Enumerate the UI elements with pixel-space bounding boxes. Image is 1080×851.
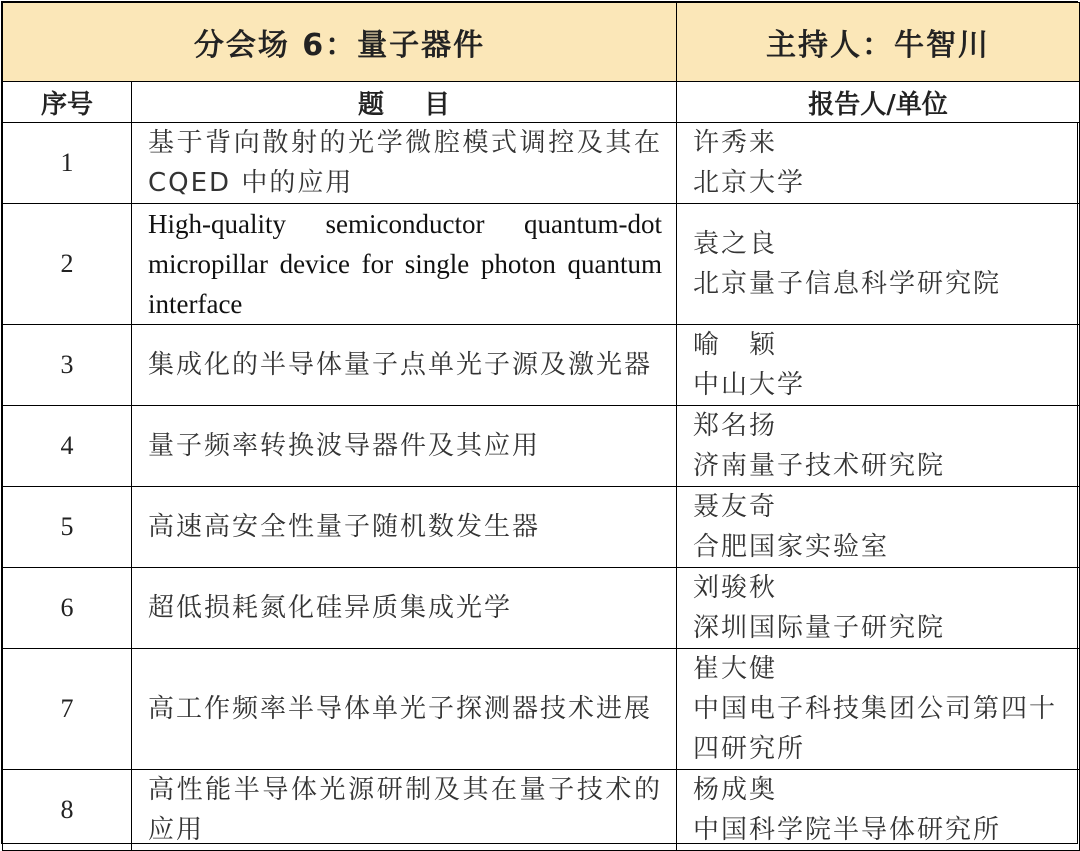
column-header-row — [3, 82, 1080, 123]
speaker-cell — [677, 123, 1080, 204]
table-row — [3, 406, 1080, 487]
speaker-affiliation: 中山大学 — [693, 370, 806, 400]
speaker-affiliation: 深圳国际量子研究院 — [693, 613, 946, 643]
table-row — [3, 770, 1080, 851]
speaker-cell — [677, 568, 1080, 649]
speaker-affiliation: 中国电子科技集团公司第四十四研究所 — [693, 694, 1058, 764]
speaker-affiliation: 合肥国家实验室 — [693, 532, 890, 562]
speaker-cell — [677, 204, 1080, 325]
talk-title: 高速高安全性量子随机数发生器 — [132, 487, 677, 568]
speaker-affiliation: 北京大学 — [693, 168, 806, 198]
talk-title: 量子频率转换波导器件及其应用 — [132, 406, 677, 487]
row-index: 3 — [3, 325, 132, 406]
speaker-name: 刘骏秋 — [693, 573, 778, 603]
talk-title: 基于背向散射的光学微腔模式调控及其在 CQED 中的应用 — [132, 123, 677, 204]
speaker-name: 崔大健 — [693, 654, 778, 684]
row-index: 8 — [3, 770, 132, 851]
speaker-name: 喻 颖 — [693, 330, 778, 360]
speaker-name: 郑名扬 — [693, 411, 778, 441]
speaker-cell — [677, 487, 1080, 568]
row-index: 2 — [3, 204, 132, 325]
session-header-row — [3, 3, 1080, 82]
session-host: 主持人：牛智川 — [677, 3, 1080, 82]
speaker-name: 袁之良 — [693, 229, 778, 259]
speaker-cell — [677, 770, 1080, 851]
table-row — [3, 204, 1080, 325]
row-index: 4 — [3, 406, 132, 487]
column-header-speaker: 报告人/单位 — [677, 82, 1080, 123]
table-row — [3, 325, 1080, 406]
speaker-name: 杨成奥 — [693, 775, 778, 805]
table-row — [3, 649, 1080, 770]
session-table-frame — [1, 1, 1078, 844]
column-header-index: 序号 — [3, 82, 132, 123]
session-title: 分会场 6：量子器件 — [3, 3, 677, 82]
talk-title: 集成化的半导体量子点单光子源及激光器 — [132, 325, 677, 406]
table-row — [3, 123, 1080, 204]
speaker-affiliation: 北京量子信息科学研究院 — [693, 269, 1002, 299]
speaker-cell — [677, 649, 1080, 770]
session-table — [2, 2, 1080, 851]
talk-title: High-quality semiconductor quantum-dot micropillar device for single photon quantum interface — [132, 204, 677, 325]
talk-title: 高工作频率半导体单光子探测器技术进展 — [132, 649, 677, 770]
row-index: 6 — [3, 568, 132, 649]
row-index: 7 — [3, 649, 132, 770]
speaker-affiliation: 中国科学院半导体研究所 — [693, 815, 1002, 845]
talk-title: 超低损耗氮化硅异质集成光学 — [132, 568, 677, 649]
table-row — [3, 568, 1080, 649]
speaker-cell — [677, 406, 1080, 487]
row-index: 5 — [3, 487, 132, 568]
talk-title: 高性能半导体光源研制及其在量子技术的应用 — [132, 770, 677, 851]
speaker-name: 聂友奇 — [693, 492, 778, 522]
speaker-cell — [677, 325, 1080, 406]
speaker-affiliation: 济南量子技术研究院 — [693, 451, 946, 481]
column-header-title: 题目 — [132, 82, 677, 123]
speaker-name: 许秀来 — [693, 128, 778, 158]
table-row — [3, 487, 1080, 568]
row-index: 1 — [3, 123, 132, 204]
